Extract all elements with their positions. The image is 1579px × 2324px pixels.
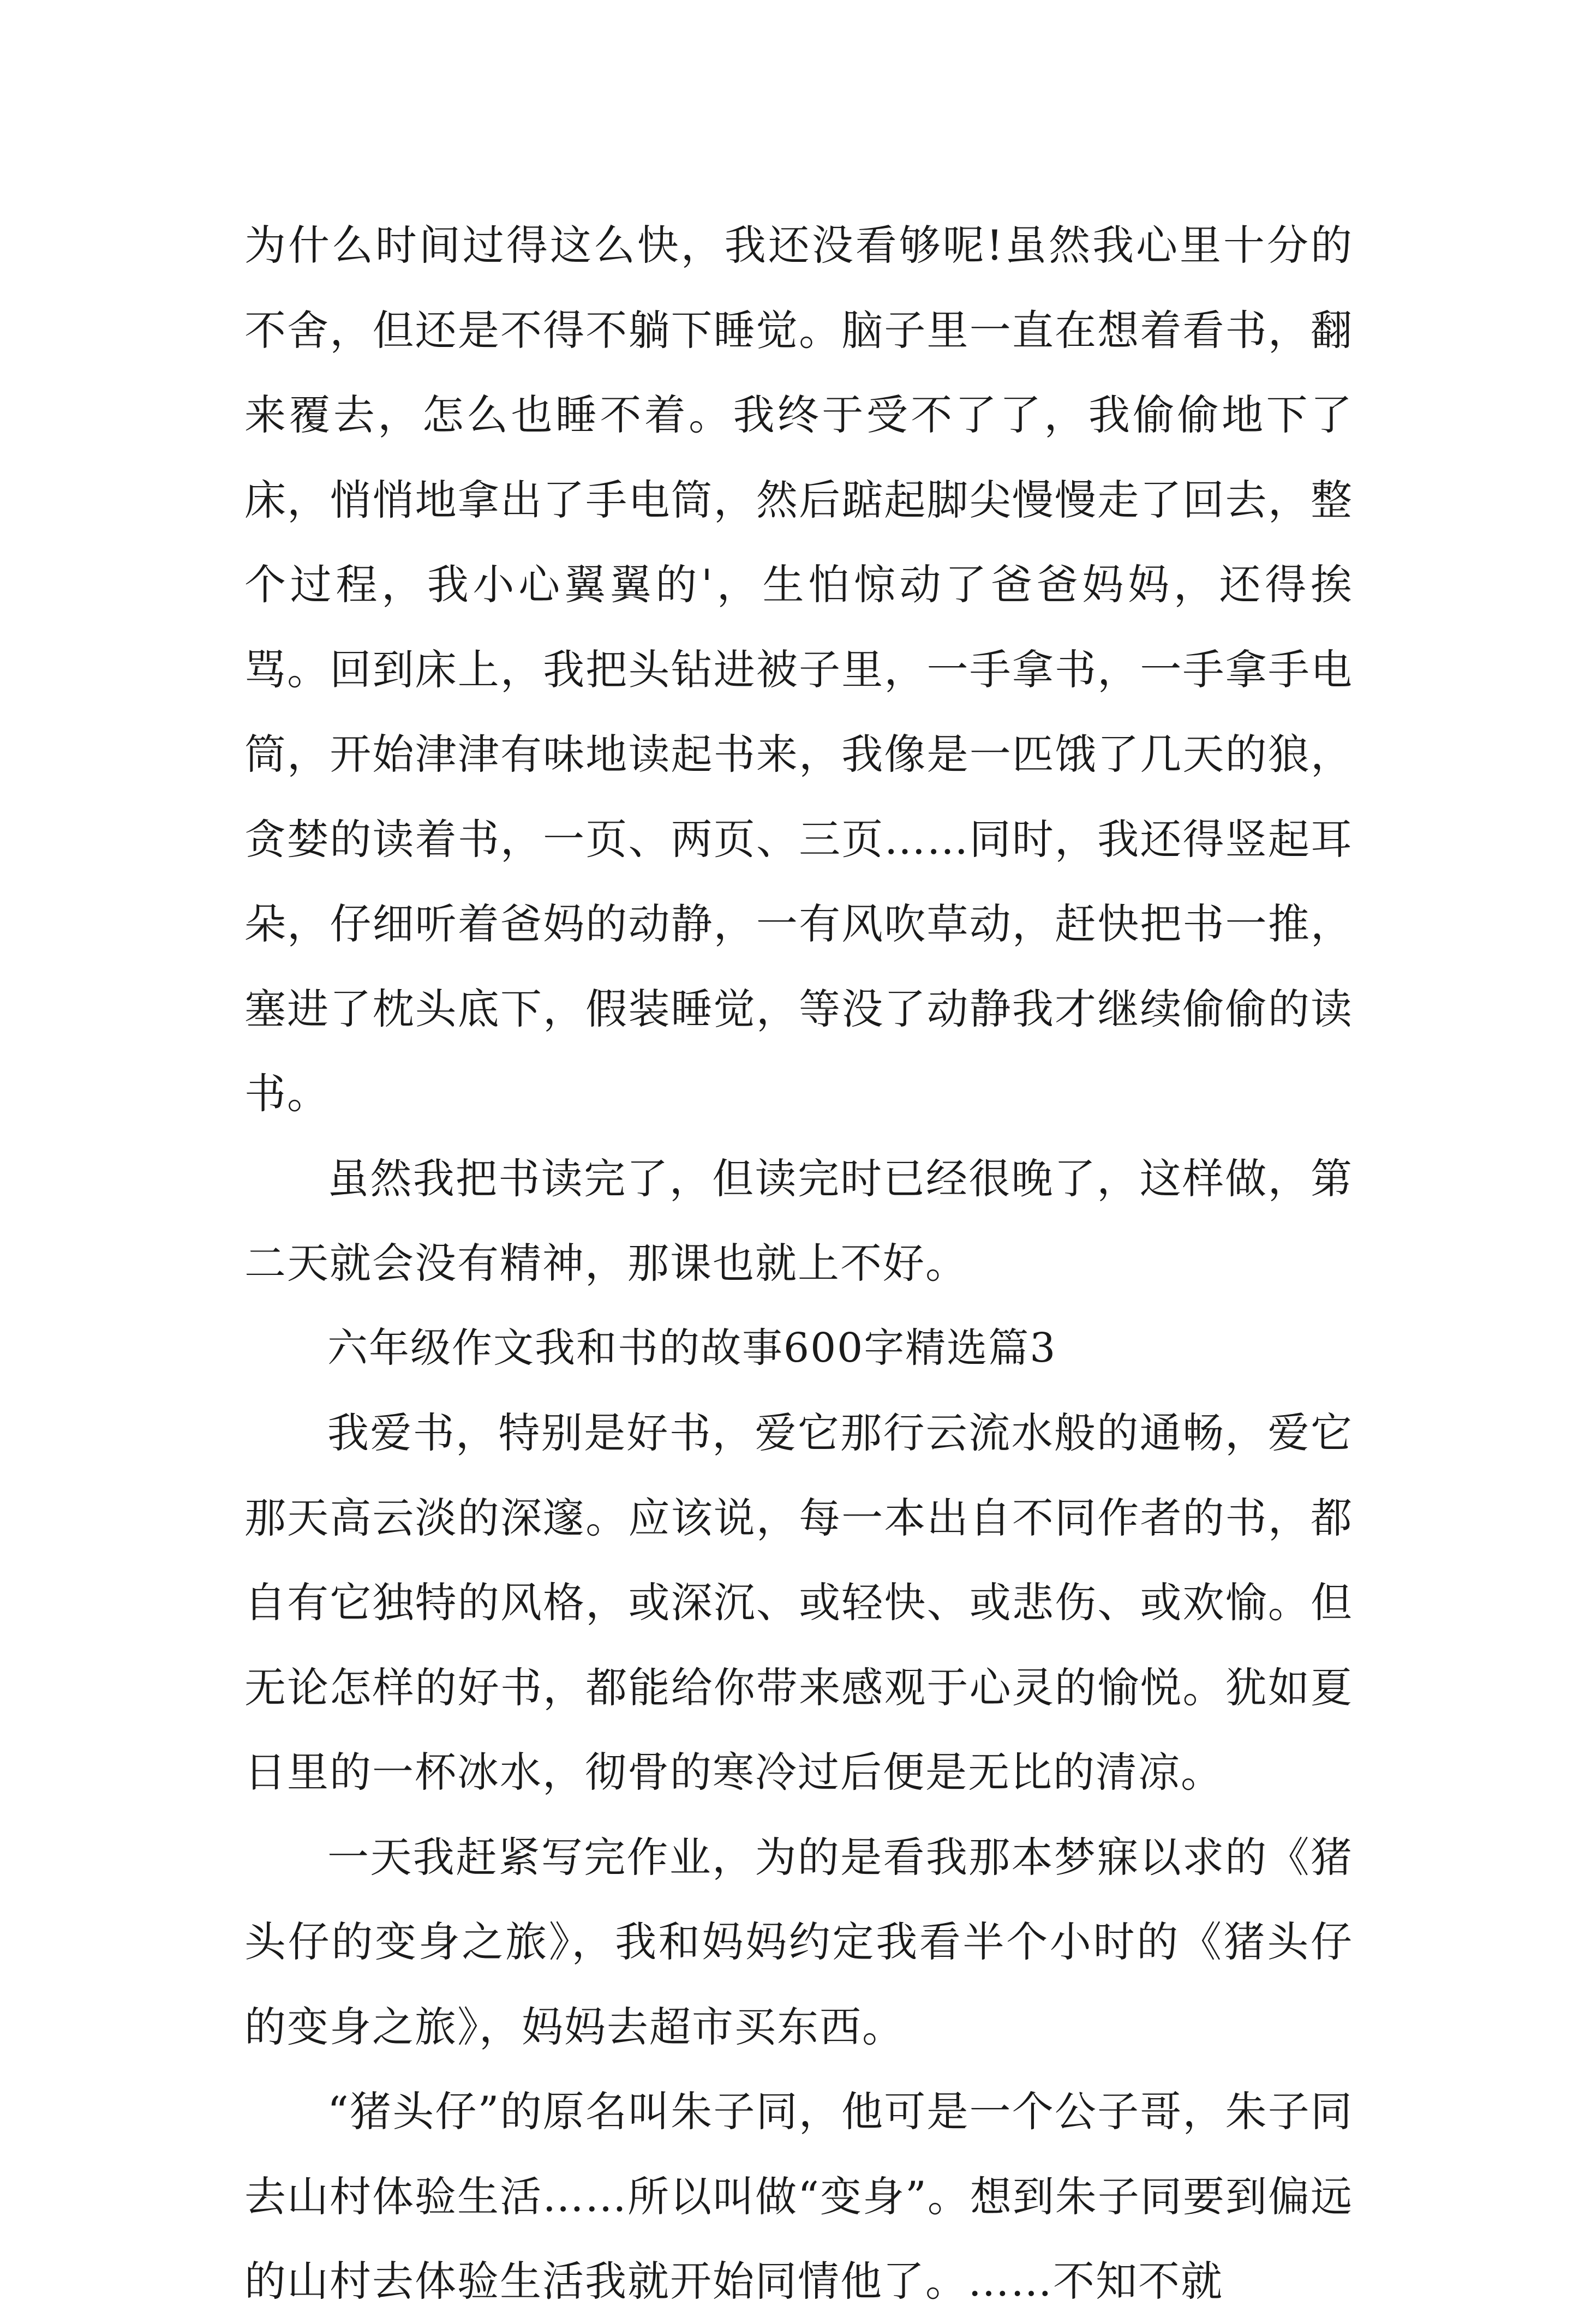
paragraph: 虽然我把书读完了，但读完时已经很晚了，这样做，第二天就会没有精神，那课也就上不好。 [244,1154,1353,1287]
document-body [244,203,1353,2324]
paragraph-continued: 为什么时间过得这么快，我还没看够呢!虽然我心里十分的不舍，但还是不得不躺下睡觉。脑子里一直在想着看书，翻来覆去，怎么也睡不着。我终于受不了了，我偷偷地下了床，悄悄地拿出了手电筒，然后踮起脚尖慢慢走了回去，整个过程，我小心翼翼的'，生怕惊动了爸爸妈妈，还得挨骂。回到床上，我把头钻进被子里，一手拿书，一手拿手电筒，开始津津有味地读起书来，我像是一匹饿了几天的狼，贪婪的读着书，一页、两页、三页……同时，我还得竖起耳朵，仔细听着爸妈的动静，一有风吹草动，赶快把书一推，塞进了枕头底下，假装睡觉，等没了动静我才继续偷偷的读书。 [244,221,1353,1118]
paragraph: 我爱书，特别是好书，爱它那行云流水般的通畅，爱它那天高云淡的深邃。应该说，每一本出自不同作者的书，都自有它独特的风格，或深沉、或轻快、或悲伤、或欢愉。但无论怎样的好书，都能给你带来感观于心灵的愉悦。犹如夏日里的一杯冰水，彻骨的寒冷过后便是无比的清凉。 [244,1409,1353,1796]
paragraph: “猪头仔”的原名叫朱子同，他可是一个公子哥，朱子同去山村体验生活……所以叫做“变身”。想到朱子同要到偏远的山村去体验生活我就开始同情他了。……不知不就 [244,2087,1353,2305]
paragraph: 一天我赶紧写完作业，为的是看我那本梦寐以求的《猪头仔的变身之旅》，我和妈妈约定我看半个小时的《猪头仔的变身之旅》，妈妈去超市买东西。 [244,1832,1353,2051]
section-heading: 六年级作文我和书的故事600字精选篇3 [327,1324,1057,1371]
